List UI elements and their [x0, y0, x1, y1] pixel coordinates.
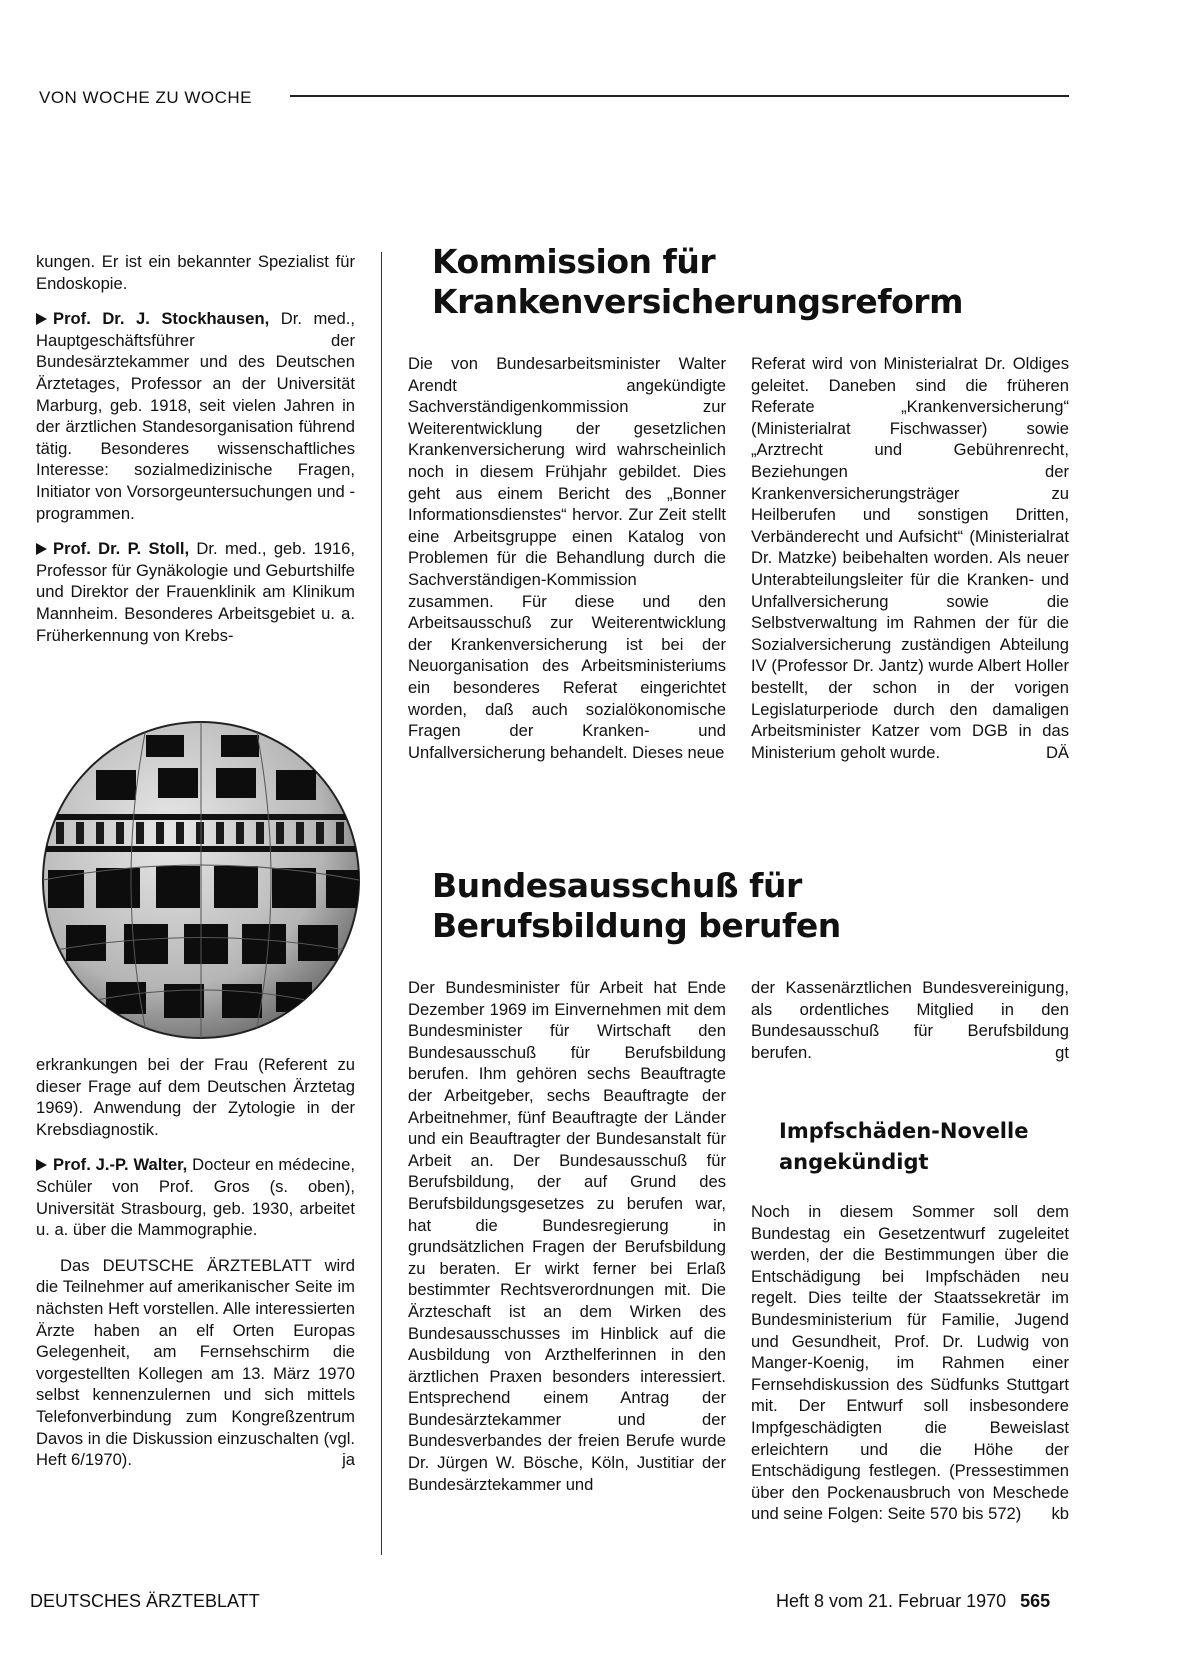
article-3-body: Noch in diesem Sommer soll dem Bundestag ein Gesetzentwurf zugeleitet werden, der die Bestimmungen über die Entschädigung bei Impfschäden neu regelt. Dies teilte der Staatssekretär im Bundesministerium für Familie, Jugend und Gesundheit, Prof. Dr. Ludwig von Manger-Koenig, im Rahmen einer Fernsehdiskussion des Südfunks Stuttgart mit. Der Entwurf soll insbesondere Impfgeschädigten die Beweislast erleichtern und die Höhe der Entschädigung festlegen. (Pressestimmen über den Pockenausbruch von Meschede und seine Folgen: Seite 570 bis 572) kb — [751, 1202, 1069, 1524]
arrow-bullet-icon — [36, 543, 47, 555]
person-bio-stoll: Dr. med., geb. 1916, Professor für Gynäkologie und Geburtshilfe und Direktor der Frauenklinik am Klinikum Mannheim. Besonderes Arbeitsgebiet u. a. Früherkennung von Krebs- — [36, 539, 355, 645]
page-number: 565 — [1020, 1591, 1051, 1611]
person-bio-stockhausen: Dr. med., Hauptgeschäftsführer der Bundesärztekammer und des Deutschen Ärztetages, Professor an der Universität Marburg, geb. 1918, seit vielen Jahren in der ärztlichen Standesorganisation führend tätig. Besonderes wissenschaftliches Interesse: sozialmedizinische Fragen, Initiator von Vorsorgeuntersuchungen und -programmen. — [36, 309, 355, 523]
article-2-signature: gt — [1055, 1042, 1069, 1062]
column-divider — [381, 252, 382, 1555]
article-1-column-1: Die von Bundesarbeitsminister Walter Arendt angekündigte Sachverständigenkommission zur Weiterentwicklung der gesetzlichen Krankenversicherung wird wahrscheinlich noch in diesem Frühjahr gebildet. Dies geht aus einem Bericht des „Bonner Informationsdienstes“ hervor. Zur Zeit stellt eine Arbeitsgruppe einen Katalog von Problemen für die Behandlung durch die Sachverständigen-Kommission zusammen. Für diese und den Arbeitsausschuß zur Weiterentwicklung der Krankenversicherung ist bei der Neuorganisation des Arbeitsministeriums ein besonderes Referat eingerichtet worden, daß auch sozialökonomische Fragen der Kranken- und Unfallversicherung behandelt. Dieses neue — [408, 354, 726, 762]
left-paragraph-5 — [36, 1154, 355, 1240]
left-paragraph-2 — [36, 308, 355, 524]
article-2-column-1: Der Bundesminister für Arbeit hat Ende Dezember 1969 im Einvernehmen mit dem Bundesminister für Wirtschaft den Bundesausschuß für Berufsbildung berufen. Ihm gehören sechs Beauftragte der Arbeitgeber, sechs Beauftragte der Arbeitnehmer, fünf Beauftragte der Länder und ein Beauftragter der Bundesanstalt für Arbeit an. Der Bundesausschuß für Berufsbildung, der auf Grund des Berufsbildungsgesetzes zu berufen war, hat die Bundesregierung in grundsätzlichen Fragen der Berufsbildung zu beraten. Er wirkt ferner bei Erlaß bestimmter Rechtsverordnungen mit. Die Ärzteschaft ist an dem Wirken des Bundesausschusses im Hinblick auf die Ausbildung von Arzthelferinnen in den ärztlichen Praxen besonders interessiert. Entsprechend einem Antrag der Bundesärztekammer und der Bundesverbandes der freien Berufe wurde Dr. Jürgen W. Bösche, Köln, Justitiar der Bundesärztekammer und — [408, 978, 726, 1494]
footer-issue — [776, 1591, 1050, 1612]
left-column-top — [36, 251, 355, 646]
issue-date: Heft 8 vom 21. Februar 1970 — [776, 1591, 1007, 1611]
article-1-column-2: Referat wird von Ministerialrat Dr. Oldiges geleitet. Daneben sind die früheren Referate „Krankenversicherung“ (Ministerialrat Fischwasser) sowie „Arztrecht und Gebührenrecht, Beziehungen der Krankenversicherungsträger zu Heilberufen und sonstigen Dritten, Verbänderecht und Aufsicht“ (Ministerialrat Dr. Matzke) beibehalten worden. Als neuer Unterabteilungsleiter für die Kranken- und Unfallversicherung sowie die Selbstverwaltung im Rahmen der für die Sozialversicherung zuständigen Abteilung IV (Professor Dr. Jantz) wurde Albert Holler bestellt, der schon in der vorigen Legislaturperiode durch den damaligen Arbeitsminister Katzer vom DGB in das Ministerium geholt wurde. DÄ — [751, 354, 1069, 762]
article-1-signature: DÄ — [1045, 742, 1069, 762]
person-name-walter: Prof. J.-P. Walter, — [53, 1155, 188, 1175]
left-paragraph-1: kungen. Er ist ein bekannter Spezialist für Endoskopie. — [36, 252, 355, 293]
article-1-headline: Kommission für Krankenversicherungsreform — [432, 242, 963, 321]
left-paragraph-6: Das DEUTSCHE ÄRZTEBLATT wird die Teilnehmer auf amerikanischer Seite im nächsten Heft vorstellen. Alle interessierten Ärzte haben an elf Orten Europas Gelegenheit, am Fernsehschirm die vorgestellten Kollegen am 13. März 1970 selbst kennenzulernen und sich mittels Telefonverbindung zum Kongreßzentrum Davos in die Diskussion einzuschalten (vgl. Heft 6/1970). ja — [36, 1255, 355, 1470]
left-paragraph-3 — [36, 538, 355, 646]
person-name-stoll: Prof. Dr. P. Stoll, — [53, 539, 190, 559]
arrow-bullet-icon — [36, 1159, 47, 1171]
person-bio-walter: Docteur en médecine, Schüler von Prof. Gros (s. oben), Universität Strasbourg, geb. 1930, arbeitet u. a. über die Mammographie. — [36, 1155, 355, 1240]
telstar-satellite-photo — [36, 710, 366, 1040]
article-2-headline: Bundesausschuß für Berufsbildung berufen — [432, 866, 841, 945]
left-column-bottom — [36, 1054, 355, 1471]
arrow-bullet-icon — [36, 313, 47, 325]
header-rule — [290, 95, 1069, 97]
person-name-stockhausen: Prof. Dr. J. Stockhausen, — [53, 309, 270, 329]
article-3-headline: Impfschäden-Novelle angekündigt — [779, 1119, 1029, 1174]
article-3-signature: kb — [1051, 1504, 1069, 1524]
article-2-column-2: der Kassenärztlichen Bundesvereinigung, als ordentliches Mitglied in den Bundesausschuß für Berufsbildung berufen. gt — [751, 978, 1069, 1062]
author-signature: ja — [342, 1450, 355, 1470]
footer-publication: DEUTSCHES ÄRZTEBLATT — [30, 1591, 260, 1611]
left-paragraph-4: erkrankungen bei der Frau (Referent zu dieser Frage auf dem Deutschen Ärztetag 1969). Anwendung der Zytologie in der Krebsdiagnostik. — [36, 1055, 355, 1139]
section-label: VON WOCHE ZU WOCHE — [39, 88, 252, 107]
